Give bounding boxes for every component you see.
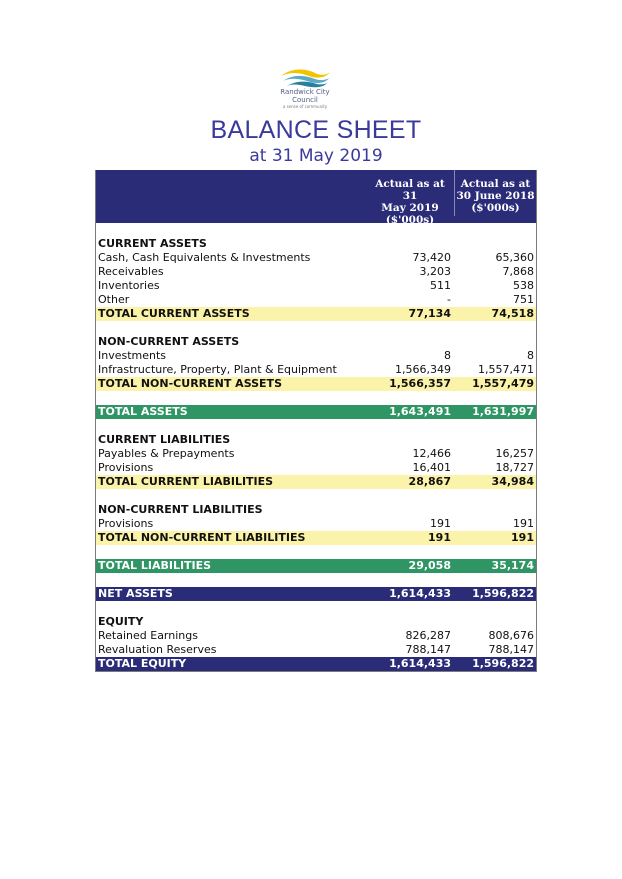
total-assets-row bbox=[96, 405, 536, 419]
section-heading bbox=[96, 335, 536, 349]
value-current-period: 1,614,433 bbox=[389, 657, 451, 670]
logo-name-line1: Randwick City bbox=[280, 88, 330, 96]
table-row bbox=[96, 293, 536, 307]
value-current-period: 511 bbox=[430, 279, 451, 292]
value-prior-period: 1,557,479 bbox=[472, 377, 534, 390]
value-current-period: 77,134 bbox=[408, 307, 451, 320]
value-current-period: 826,287 bbox=[405, 629, 451, 642]
value-current-period: 73,420 bbox=[412, 251, 451, 264]
row-label: NET ASSETS bbox=[98, 587, 173, 600]
value-prior-period: 1,596,822 bbox=[472, 587, 534, 600]
value-current-period: 16,401 bbox=[412, 461, 451, 474]
value-prior-period: 808,676 bbox=[488, 629, 534, 642]
value-current-period: 1,614,433 bbox=[389, 587, 451, 600]
row-label: Provisions bbox=[98, 517, 154, 530]
value-current-period: 191 bbox=[430, 517, 451, 530]
row-label: TOTAL LIABILITIES bbox=[98, 559, 212, 572]
total-non-current-liabilities-row bbox=[96, 531, 536, 545]
table-row bbox=[96, 447, 536, 461]
value-current-period: 1,566,357 bbox=[389, 377, 451, 390]
table-row bbox=[96, 279, 536, 293]
row-label: EQUITY bbox=[98, 615, 144, 628]
section-heading bbox=[96, 433, 536, 447]
value-current-period: 3,203 bbox=[419, 265, 451, 278]
row-label: Other bbox=[98, 293, 130, 306]
value-prior-period: 16,257 bbox=[495, 447, 534, 460]
value-prior-period: 1,596,822 bbox=[472, 657, 534, 670]
header-col1-line1: Actual as at 31 bbox=[375, 178, 445, 202]
value-prior-period: 34,984 bbox=[491, 475, 534, 488]
value-prior-period: 18,727 bbox=[495, 461, 534, 474]
value-prior-period: 1,557,471 bbox=[478, 363, 534, 376]
row-label: Cash, Cash Equivalents & Investments bbox=[98, 251, 311, 264]
section-heading bbox=[96, 503, 536, 517]
table-header bbox=[96, 170, 536, 226]
value-prior-period: 788,147 bbox=[488, 643, 534, 656]
row-label: Investments bbox=[98, 349, 167, 362]
row-label: Provisions bbox=[98, 461, 154, 474]
table-row bbox=[96, 461, 536, 475]
header-prior-period bbox=[454, 170, 536, 216]
value-prior-period: 8 bbox=[527, 349, 534, 362]
header-col1-line3: ($'000s) bbox=[385, 214, 435, 226]
council-logo bbox=[265, 66, 345, 118]
section-heading bbox=[96, 237, 536, 251]
value-prior-period: 1,631,997 bbox=[472, 405, 534, 418]
row-label: CURRENT LIABILITIES bbox=[98, 433, 231, 446]
value-prior-period: 538 bbox=[513, 279, 534, 292]
row-label: NON-CURRENT ASSETS bbox=[98, 335, 240, 348]
header-col1-line2: May 2019 bbox=[381, 202, 439, 214]
header-col2-line1: Actual as at bbox=[460, 178, 531, 190]
total-liabilities-row bbox=[96, 559, 536, 573]
table-row bbox=[96, 363, 536, 377]
total-current-assets-row bbox=[96, 307, 536, 321]
row-label: Revaluation Reserves bbox=[98, 643, 217, 656]
value-prior-period: 7,868 bbox=[502, 265, 534, 278]
row-label: TOTAL NON-CURRENT LIABILITIES bbox=[98, 531, 306, 544]
value-current-period: 1,566,349 bbox=[395, 363, 451, 376]
row-label: Receivables bbox=[98, 265, 164, 278]
row-label: Inventories bbox=[98, 279, 160, 292]
table-row bbox=[96, 265, 536, 279]
value-current-period: 8 bbox=[444, 349, 451, 362]
logo-name-line2: Council bbox=[292, 96, 318, 104]
total-current-liabilities-row bbox=[96, 475, 536, 489]
value-prior-period: 35,174 bbox=[491, 559, 534, 572]
row-label: TOTAL ASSETS bbox=[98, 405, 188, 418]
value-prior-period: 751 bbox=[513, 293, 534, 306]
value-current-period: - bbox=[447, 293, 451, 306]
value-prior-period: 191 bbox=[511, 531, 534, 544]
value-current-period: 1,643,491 bbox=[389, 405, 451, 418]
table-row bbox=[96, 517, 536, 531]
wave-logo-icon bbox=[279, 66, 331, 88]
table-row bbox=[96, 251, 536, 265]
value-prior-period: 65,360 bbox=[495, 251, 534, 264]
total-equity-row bbox=[96, 657, 536, 671]
value-current-period: 28,867 bbox=[408, 475, 451, 488]
value-current-period: 29,058 bbox=[408, 559, 451, 572]
row-label: Retained Earnings bbox=[98, 629, 198, 642]
total-non-current-assets-row bbox=[96, 377, 536, 391]
logo-tagline: a sense of community bbox=[282, 104, 328, 109]
row-label: TOTAL CURRENT LIABILITIES bbox=[98, 475, 274, 488]
row-label: Infrastructure, Property, Plant & Equipment bbox=[98, 363, 337, 376]
value-prior-period: 191 bbox=[513, 517, 534, 530]
value-current-period: 191 bbox=[428, 531, 451, 544]
value-current-period: 12,466 bbox=[412, 447, 451, 460]
section-heading bbox=[96, 615, 536, 629]
row-label: TOTAL NON-CURRENT ASSETS bbox=[98, 377, 282, 390]
header-current-period bbox=[367, 178, 453, 226]
row-label: TOTAL EQUITY bbox=[98, 657, 187, 670]
value-current-period: 788,147 bbox=[405, 643, 451, 656]
header-col2-line3: ($'000s) bbox=[471, 202, 520, 214]
header-col2-line2: 30 June 2018 bbox=[456, 190, 535, 202]
table-row bbox=[96, 643, 536, 657]
row-label: TOTAL CURRENT ASSETS bbox=[98, 307, 250, 320]
page-title: BALANCE SHEET bbox=[210, 116, 422, 144]
row-label: CURRENT ASSETS bbox=[98, 237, 207, 250]
row-label: NON-CURRENT LIABILITIES bbox=[98, 503, 263, 516]
table-row bbox=[96, 629, 536, 643]
row-label: Payables & Prepayments bbox=[98, 447, 235, 460]
net-assets-row bbox=[96, 587, 536, 601]
value-prior-period: 74,518 bbox=[491, 307, 534, 320]
table-row bbox=[96, 349, 536, 363]
page-subtitle: at 31 May 2019 bbox=[249, 146, 383, 166]
balance-sheet-table bbox=[95, 170, 537, 672]
